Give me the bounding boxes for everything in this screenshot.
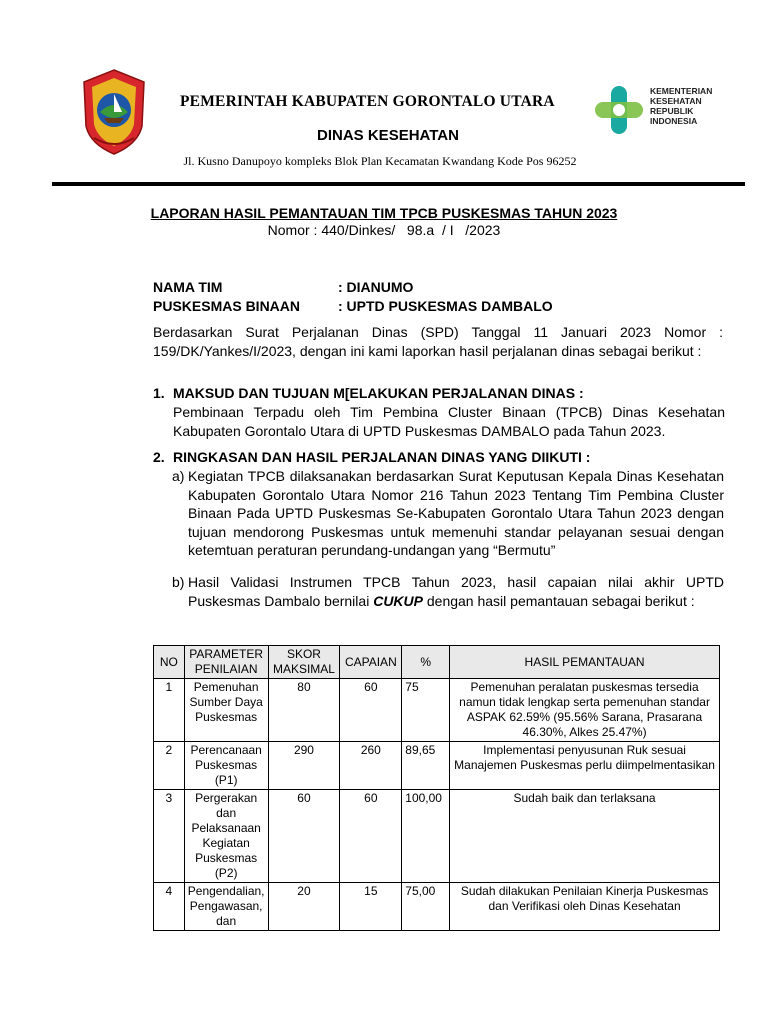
item-b-text: [188, 573, 724, 610]
header-parameter: PARAMETER PENILAIAN: [184, 646, 268, 679]
cell-percent: 100,00: [402, 790, 450, 883]
cell-parameter: Perencanaan Puskesmas (P1): [184, 742, 268, 790]
cell-result: Sudah dilakukan Penilaian Kinerja Puskesmas dan Verifikasi oleh Dinas Kesehatan: [450, 883, 720, 931]
department-name: DINAS KESEHATAN: [317, 127, 459, 144]
cell-result: Sudah baik dan terlaksana: [450, 790, 720, 883]
section1-heading: MAKSUD DAN TUJUAN M[ELAKUKAN PERJALANAN DINAS :: [173, 385, 584, 401]
cell-parameter: Pengendalian, Pengawasan, dan: [184, 883, 268, 931]
cell-no: 3: [154, 790, 185, 883]
header-max-score: SKOR MAKSIMAL: [268, 646, 340, 679]
result-category: CUKUP: [373, 592, 423, 609]
report-title: LAPORAN HASIL PEMANTAUAN TIM TPCB PUSKESMAS TAHUN 2023: [150, 205, 618, 221]
office-address: Jl. Kusno Danupoyo kompleks Blok Plan Kecamatan Kwandang Kode Pos 96252: [183, 154, 577, 168]
ministry-text-3: REPUBLIK: [650, 106, 694, 116]
cell-parameter: Pergerakan dan Pelaksanaan Kegiatan Puskesmas (P2): [184, 790, 268, 883]
section1-body: Pembinaan Terpadu oleh Tim Pembina Cluster Binaan (TPCB) Dinas Kesehatan Kabupaten Gorontalo Utara di UPTD Puskesmas DAMBALO pada Tahun 2023.: [173, 404, 725, 439]
cell-achievement: 60: [340, 679, 402, 742]
puskesmas-label: PUSKESMAS BINAAN: [153, 298, 301, 314]
cell-parameter: Pemenuhan Sumber Daya Puskesmas: [184, 679, 268, 742]
item-a-marker: a): [172, 468, 185, 484]
cell-no: 4: [154, 883, 185, 931]
section2-heading: RINGKASAN DAN HASIL PERJALANAN DINAS YANG DIIKUTI :: [173, 449, 591, 465]
item-b-post: dengan hasil pemantauan sebagai berikut :: [422, 592, 695, 609]
intro-paragraph: Berdasarkan Surat Perjalanan Dinas (SPD) Tanggal 11 Januari 2023 Nomor : 159/DK/Yankes/I/2023, dengan ini kami laporkan hasil perjalanan dinas sebagai berikut :: [153, 324, 723, 359]
ministry-health-icon: [594, 84, 644, 136]
ministry-health-logo: [594, 80, 714, 140]
cell-percent: 75,00: [402, 883, 450, 931]
item-a-text: Kegiatan TPCB dilaksanakan berdasarkan Surat Keputusan Kepala Dinas Kesehatan Kabupaten Gorontalo Utara Nomor 216 Tahun 2023 Tentang Tim Pembina Cluster Binaan Pada UPTD Puskesmas Se-Kabupaten Gorontalo Utara Tahun 2023 dengan tujuan mendorong Puskesmas untuk memenuhi standar pelayanan sesuai dengan ketemtuan peraturan perundang-undangan yang “Bermutu”: [188, 468, 724, 558]
cell-achievement: 260: [340, 742, 402, 790]
table-row: [154, 742, 720, 790]
cell-achievement: 60: [340, 790, 402, 883]
ministry-text-4: INDONESIA: [650, 116, 698, 126]
cell-no: 2: [154, 742, 185, 790]
regency-emblem-logo: [80, 68, 148, 156]
team-value: : DIANUMO: [338, 279, 414, 295]
ministry-text-2: KESEHATAN: [650, 96, 702, 106]
header-divider: [52, 182, 745, 186]
table-row: [154, 679, 720, 742]
header-no: NO: [154, 646, 185, 679]
cell-max-score: 60: [268, 790, 340, 883]
cell-max-score: 20: [268, 883, 340, 931]
table-row: [154, 883, 720, 931]
cell-percent: 89,65: [402, 742, 450, 790]
results-table: [153, 645, 720, 931]
header-percent: %: [402, 646, 450, 679]
table-header-row: [154, 646, 720, 679]
cell-percent: 75: [402, 679, 450, 742]
table-row: [154, 790, 720, 883]
cell-max-score: 290: [268, 742, 340, 790]
government-name: PEMERINTAH KABUPATEN GORONTALO UTARA: [180, 93, 555, 110]
cell-max-score: 80: [268, 679, 340, 742]
team-label: NAMA TIM: [153, 279, 223, 295]
header-result: HASIL PEMANTAUAN: [450, 646, 720, 679]
section1-number: 1.: [153, 385, 165, 401]
item-b-marker: b): [172, 574, 185, 590]
cell-result: Pemenuhan peralatan puskesmas tersedia namun tidak lengkap serta pemenuhan standar ASPAK 62.59% (95.56% Sarana, Prasarana 46.30%, Alkes 25.47%): [450, 679, 720, 742]
section2-number: 2.: [153, 449, 165, 465]
ministry-text-1: KEMENTERIAN: [650, 86, 713, 96]
cell-result: Implementasi penyusunan Ruk sesuai Manajemen Puskesmas perlu diimpelmentasikan: [450, 742, 720, 790]
cell-achievement: 15: [340, 883, 402, 931]
puskesmas-value: : UPTD PUSKESMAS DAMBALO: [338, 298, 553, 314]
header-achievement: CAPAIAN: [340, 646, 402, 679]
report-number: Nomor : 440/Dinkes/ 98.a / I /2023: [267, 222, 501, 238]
cell-no: 1: [154, 679, 185, 742]
item-b-pre: Hasil Validasi Instrumen TPCB Tahun 2023, hasil capaian nilai akhir UPTD Puskesmas Dambalo bernilai: [188, 574, 724, 609]
